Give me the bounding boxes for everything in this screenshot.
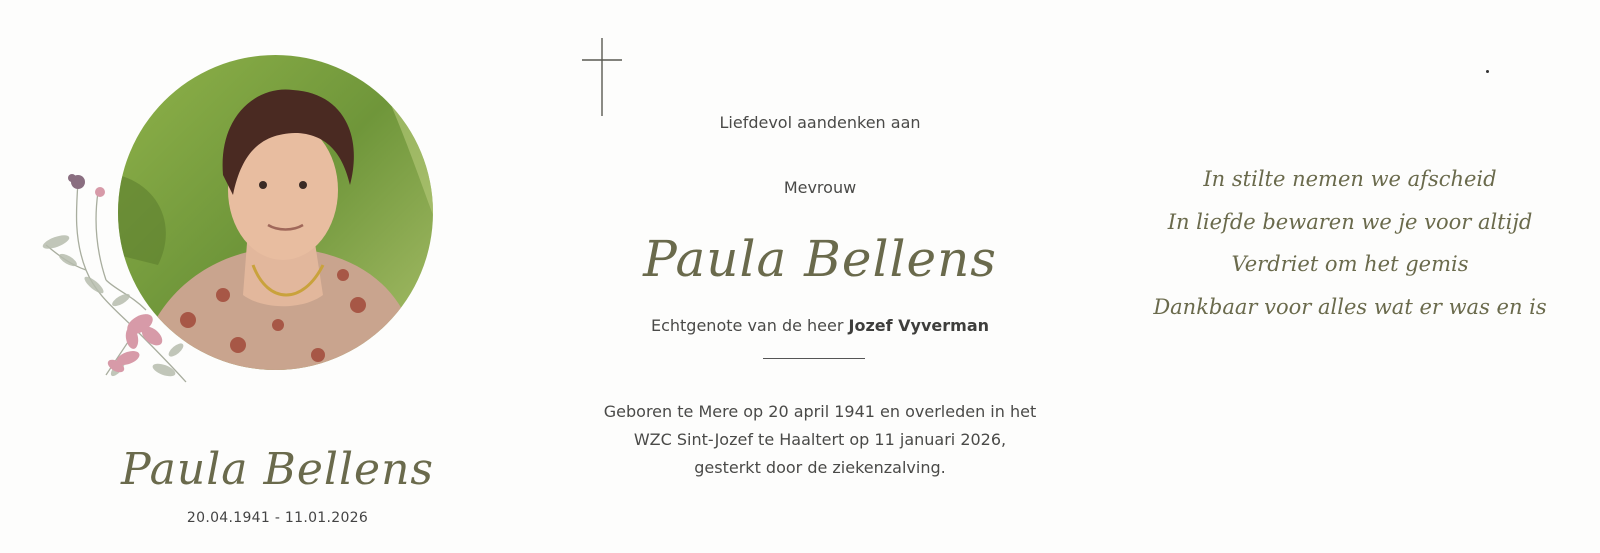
poem-line: Verdriet om het gemis [1231, 252, 1469, 276]
right-panel [1120, 0, 1600, 553]
deceased-name-main: Paula Bellens [643, 230, 997, 288]
spouse-prefix: Echtgenote van de heer [650, 316, 849, 335]
bio-line: gesterkt door de ziekenzalving. [694, 458, 946, 477]
deceased-name-left: Paula Bellens [121, 444, 434, 495]
divider-line [763, 358, 865, 359]
honorific-text: Mevrouw [783, 178, 857, 197]
cross-icon [582, 38, 624, 116]
speck-mark [1486, 70, 1489, 73]
intro-text: Liefdevol aandenken aan [719, 113, 921, 132]
bio-line: Geboren te Mere op 20 april 1941 en overleden in het [603, 402, 1037, 421]
portrait-photo [118, 55, 433, 370]
poem [1120, 162, 1580, 332]
poem-line: Dankbaar voor alles wat er was en is [1153, 294, 1547, 319]
middle-panel [560, 0, 1080, 553]
biography [560, 398, 1080, 482]
life-dates: 20.04.1941 - 11.01.2026 [186, 510, 369, 526]
left-panel [0, 0, 560, 553]
poem-line: In liefde bewaren we je voor altijd [1167, 209, 1533, 234]
spouse-name: Jozef Vyverman [848, 316, 989, 335]
spouse-line [560, 316, 1080, 335]
bio-line: WZC Sint-Jozef te Haaltert op 11 januari 2026, [633, 430, 1007, 449]
poem-line: In stilte nemen we afscheid [1203, 167, 1497, 191]
